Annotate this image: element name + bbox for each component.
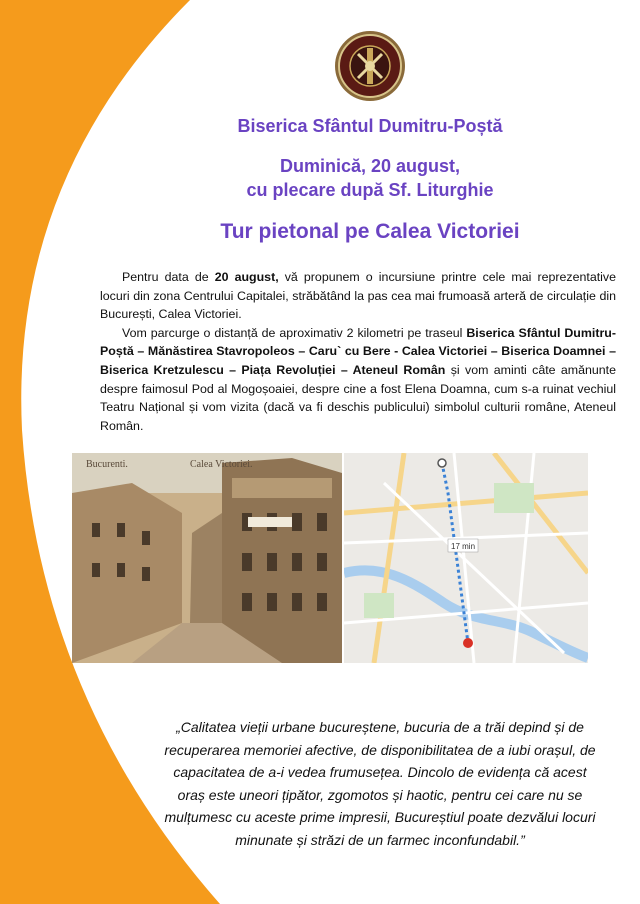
route-map	[344, 453, 588, 663]
p1-text-a: Pentru data de	[122, 270, 215, 284]
postcard-caption-right: Calea Victoriei.	[190, 459, 253, 470]
tour-title: Tur pietonal pe Calea Victoriei	[220, 220, 520, 243]
intro-paragraph-1	[100, 268, 616, 324]
p1-text-b: vă propunem o incursiune printre cele mai reprezentative locuri din zona Centrului Capitalei, străbătând la pas cea mai frumoasă arteră de circulație din București, Calea Victoriei.	[100, 270, 616, 322]
p2-text-a: Vom parcurge o distanță de aproximativ 2 kilometri pe traseul	[122, 325, 467, 340]
route-start-marker	[438, 459, 446, 467]
calea-victoriei-postcard	[72, 453, 342, 663]
route-time-label: 17 min	[451, 542, 476, 551]
p1-date: 20 august,	[214, 270, 279, 284]
date-heading	[100, 154, 640, 202]
intro-text	[100, 268, 616, 435]
p2-route: Biserica Sfântul Dumitru-Poștă – Mănăstirea Stavropoleos – Caru` cu Bere - Calea Victoriei – Biserica Doamnei – Biserica Kretzulescu – Piața Revoluției – Ateneul Român	[100, 325, 616, 377]
date-line-1: Duminică, 20 august,	[279, 156, 461, 176]
date-line-2: cu plecare după Sf. Liturghie	[246, 180, 494, 200]
p2-text-b: și vom aminti câte amănunte despre faimosul Pod al Mogoșoaiei, despre cine a fost Elena Doamna, cum s-a ruinat vechiul Teatru Național și vom vizita (dacă va fi deschis publicului) simbolul culturii române, Ateneul Român.	[100, 362, 617, 433]
closing-quote: „Calitatea vieții urbane bucureștene, bucuria de a trăi depind și de recuperarea memoriei afective, de disponibilitatea de a iubi orașul, de capacitatea de a-i vedea frumusețea. Dincolo de evidența că acest oraș este uneori țipător, zgomotos și haotic, pentru cei care nu se mulțumesc cu aceste prime impresii, Bucureștiul poate dezvălui locuri minunate și străzi de un farmec inconfundabil.”	[164, 719, 596, 848]
intro-paragraph-2	[100, 324, 616, 436]
map-pin-icon	[463, 638, 473, 648]
church-title: Biserica Sfântul Dumitru-Poștă	[237, 116, 503, 136]
postcard-caption-left: Bucurenti.	[86, 459, 128, 470]
church-seal-icon	[334, 30, 406, 102]
